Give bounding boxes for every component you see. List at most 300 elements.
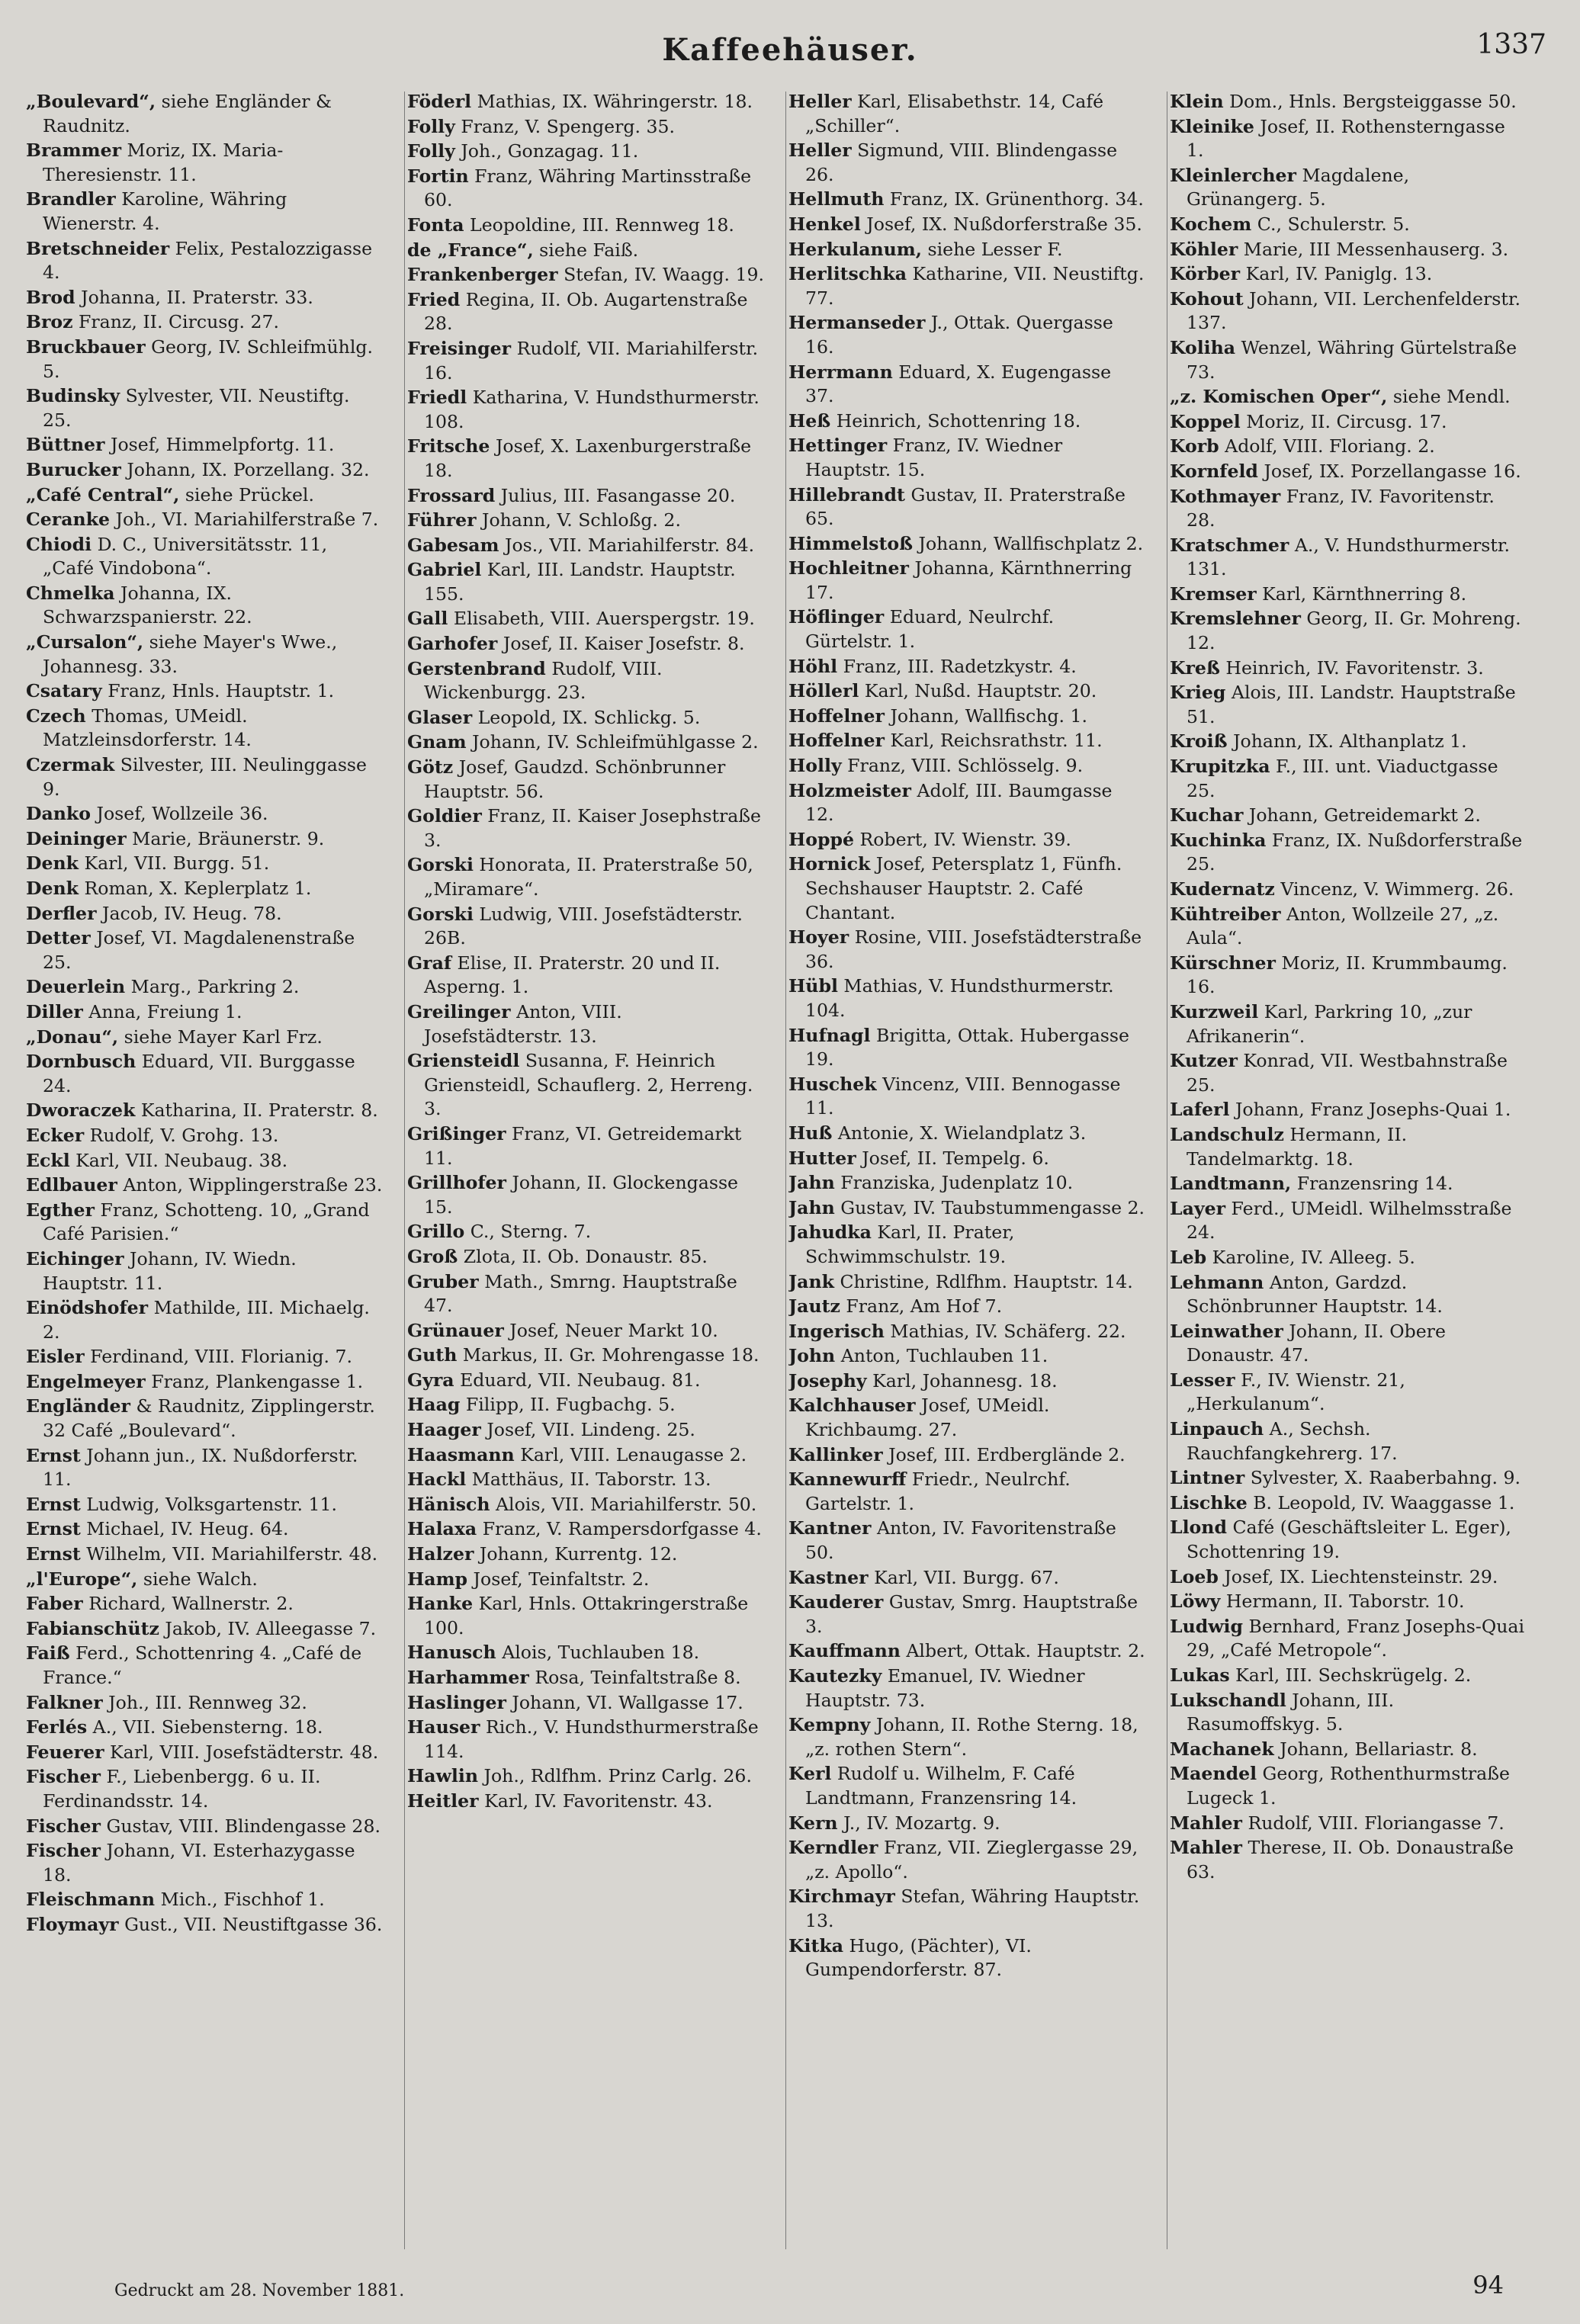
entry-name: Grißinger: [407, 1122, 506, 1144]
entry-name: Feuerer: [26, 1741, 104, 1763]
directory-entry: [1170, 410, 1527, 435]
entry-name: Denk: [26, 878, 79, 899]
directory-entry: [26, 533, 383, 581]
directory-entry: [26, 1888, 383, 1912]
page-title: Kaffeehäuser.: [662, 32, 918, 68]
entry-details: Franz, Am Hof 7.: [846, 1295, 1003, 1318]
entry-name: Korb: [1170, 435, 1219, 457]
entry-name: „Café Central“,: [26, 483, 180, 506]
entry-details: Karoline, Währing Wienerstr. 4.: [43, 188, 287, 234]
entry-name: Deininger: [26, 827, 127, 849]
entry-details: Heinrich, Schottenring 18.: [836, 409, 1081, 432]
entry-details: Karl, Hnls. Ottakringerstraße 100.: [424, 1593, 749, 1639]
directory-entry: [26, 286, 383, 310]
entry-name: Harhammer: [407, 1667, 529, 1688]
entry-details: Karoline, IV. Alleeg. 5.: [1212, 1246, 1415, 1268]
entry-details: Alois, III. Landstr. Hauptstraße 51.: [1187, 682, 1516, 727]
entry-details: Markus, II. Gr. Mohrengasse 18.: [462, 1344, 759, 1366]
entry-name: Höllerl: [788, 680, 859, 702]
directory-entry: [1170, 460, 1527, 484]
entry-name: Floymayr: [26, 1913, 119, 1935]
directory-entry: [788, 1517, 1145, 1565]
entry-name: Hänisch: [407, 1493, 490, 1515]
directory-entry: [1170, 755, 1527, 803]
entry-details: Magdalene, Grünangerg. 5.: [1187, 164, 1410, 210]
entry-details: Johann, II. Obere Donaustr. 47.: [1187, 1320, 1446, 1366]
entry-name: Brammer: [26, 140, 122, 162]
directory-entry: [26, 1247, 383, 1295]
entry-details: Eduard, Neulrchf. Gürtelstr. 1.: [805, 606, 1055, 653]
column-3: [788, 90, 1145, 2255]
entry-details: Karl, Elisabethstr. 14, Café „Schiller“.: [805, 91, 1104, 136]
entry-details: siehe Walch.: [143, 1568, 258, 1590]
entry-details: Franz, Hnls. Hauptstr. 1.: [108, 680, 335, 702]
page-number: 1337: [1476, 29, 1546, 60]
directory-entry: [407, 1468, 764, 1492]
directory-entry: [407, 90, 764, 114]
directory-entry: [26, 975, 383, 1000]
directory-entry: [788, 1468, 1145, 1516]
entry-name: Kempny: [788, 1714, 871, 1736]
directory-entry: [788, 1369, 1145, 1394]
entry-details: Dom., Hnls. Bergsteiggasse 50.: [1229, 91, 1517, 112]
directory-entry: [1170, 829, 1527, 877]
entry-name: Kremslehner: [1170, 608, 1301, 630]
entry-name: Hamp: [407, 1568, 468, 1590]
entry-name: Jahn: [788, 1172, 835, 1194]
directory-entry: [1170, 1615, 1527, 1663]
entry-details: siehe Faiß.: [539, 239, 639, 261]
entry-name: Groß: [407, 1245, 458, 1267]
directory-entry: [1170, 435, 1527, 459]
entry-details: Johann, Wallfischplatz 2.: [918, 532, 1144, 554]
entry-name: Höflinger: [788, 606, 885, 628]
directory-entry: [1170, 1246, 1527, 1270]
directory-entry: [407, 1790, 764, 1814]
entry-details: Marg., Parkring 2.: [130, 976, 300, 998]
entry-name: Jahudka: [788, 1221, 872, 1244]
entry-name: Ferlés: [26, 1716, 88, 1738]
directory-entry: [407, 607, 764, 631]
entry-details: Georg, Rothenthurmstraße Lugeck 1.: [1187, 1763, 1510, 1809]
entry-details: Franz, III. Radetzkystr. 4.: [843, 655, 1077, 677]
directory-entry: [26, 1568, 383, 1592]
directory-entry: [26, 1099, 383, 1123]
entry-details: Vincenz, V. Wimmerg. 26.: [1280, 878, 1514, 900]
directory-entry: [407, 756, 764, 804]
entry-name: Graf: [407, 952, 452, 974]
directory-entry: [26, 852, 383, 876]
entry-name: Edlbauer: [26, 1174, 117, 1196]
entry-details: Elisabeth, VIII. Auerspergstr. 19.: [453, 608, 755, 630]
directory-entry: [407, 263, 764, 287]
directory-entry: [1170, 1271, 1527, 1319]
entry-details: Gustav, Smrg. Hauptstraße 3.: [805, 1591, 1138, 1637]
directory-entry: [26, 1913, 383, 1937]
entry-name: Faber: [26, 1593, 83, 1615]
entry-details: Franz, II. Kaiser Josephstraße 3.: [424, 805, 762, 851]
entry-name: Höhl: [788, 655, 838, 677]
entry-name: Lehmann: [1170, 1271, 1264, 1293]
entry-name: Heß: [788, 409, 831, 432]
entry-name: Broz: [26, 311, 73, 333]
entry-name: Guth: [407, 1344, 458, 1366]
entry-details: Josef, III. Erdberglände 2.: [888, 1443, 1126, 1465]
entry-details: Jakob, IV. Alleegasse 7.: [165, 1617, 377, 1639]
entry-details: Richard, Wallnerstr. 2.: [88, 1593, 294, 1615]
entry-name: Hawlin: [407, 1765, 478, 1787]
directory-entry: [407, 1418, 764, 1443]
entry-name: „z. Komischen Oper“,: [1170, 386, 1388, 408]
directory-entry: [788, 679, 1145, 704]
entry-name: Lischke: [1170, 1491, 1248, 1513]
entry-details: siehe Mayer Karl Frz.: [124, 1026, 323, 1048]
entry-name: Haslinger: [407, 1691, 506, 1713]
directory-entry: [1170, 1516, 1527, 1564]
entry-name: Holly: [788, 755, 842, 777]
directory-entry: [407, 1764, 764, 1789]
directory-entry: [407, 1568, 764, 1592]
entry-details: Roman, X. Keplerplatz 1.: [84, 878, 312, 899]
directory-columns: [26, 90, 1559, 2255]
directory-entry: [788, 1394, 1145, 1442]
directory-entry: [407, 386, 764, 434]
entry-details: Karl, Johannesg. 18.: [872, 1369, 1058, 1392]
entry-name: Machanek: [1170, 1738, 1274, 1760]
entry-name: Bretschneider: [26, 237, 170, 259]
entry-details: Rosine, VIII. Josefstädterstraße 36.: [805, 926, 1142, 972]
entry-details: siehe Mayer's Wwe., Johannesg. 33.: [43, 631, 338, 677]
entry-name: Burucker: [26, 458, 121, 480]
directory-entry: [1170, 1762, 1527, 1810]
directory-entry: [407, 1319, 764, 1343]
entry-name: Ceranke: [26, 509, 111, 531]
entry-name: Brod: [26, 286, 75, 308]
entry-details: Karl, II. Prater, Schwimmschulstr. 19.: [805, 1221, 1015, 1267]
directory-entry: [407, 1443, 764, 1468]
entry-details: Johann, Wallfischg. 1.: [890, 705, 1088, 727]
entry-details: Karl, VIII. Lenaugasse 2.: [520, 1443, 747, 1465]
entry-name: Gorski: [407, 903, 474, 925]
directory-entry: [407, 1122, 764, 1170]
entry-details: Gustav, VIII. Blindengasse 28.: [106, 1815, 381, 1837]
entry-name: Kürschner: [1170, 952, 1276, 974]
directory-entry: [1170, 385, 1527, 409]
directory-entry: [788, 532, 1145, 557]
entry-details: Leopold, IX. Schlickg. 5.: [477, 706, 701, 728]
directory-entry: [26, 1173, 383, 1198]
entry-name: Ernst: [26, 1493, 81, 1515]
entry-details: Johann, V. Schloßg. 2.: [482, 509, 681, 531]
directory-entry: [26, 1199, 383, 1247]
directory-entry: [788, 262, 1145, 310]
directory-entry: [788, 361, 1145, 409]
entry-name: Lukas: [1170, 1664, 1230, 1686]
entry-name: Jautz: [788, 1295, 840, 1318]
entry-name: Löwy: [1170, 1591, 1221, 1613]
entry-name: Linpauch: [1170, 1418, 1264, 1440]
entry-details: Franziska, Judenplatz 10.: [840, 1172, 1074, 1194]
entry-name: Heller: [788, 91, 852, 112]
entry-name: „Cursalon“,: [26, 631, 144, 653]
entry-name: Fabianschütz: [26, 1617, 159, 1639]
directory-entry: [788, 409, 1145, 434]
entry-name: Faiß: [26, 1642, 70, 1664]
directory-entry: [1170, 1098, 1527, 1122]
entry-details: Moriz, II. Krummbaumg. 16.: [1187, 952, 1508, 998]
entry-details: Franz, Währing Martinsstraße 60.: [424, 165, 752, 211]
directory-entry: [788, 1320, 1145, 1344]
entry-name: Engelmeyer: [26, 1370, 146, 1392]
directory-entry: [788, 90, 1145, 138]
entry-name: Föderl: [407, 91, 472, 112]
directory-entry: [1170, 1197, 1527, 1245]
entry-name: Kurzweil: [1170, 1000, 1259, 1022]
entry-name: Loeb: [1170, 1565, 1219, 1587]
entry-details: Johann, II. Rothe Sterng. 18, „z. rothen Stern“.: [805, 1714, 1138, 1760]
entry-name: Landschulz: [1170, 1123, 1284, 1145]
entry-details: Ferd., UMeidl. Wilhelmsstraße 24.: [1187, 1197, 1512, 1244]
directory-entry: [1170, 903, 1527, 951]
entry-details: Anton, IV. Favoritenstraße 50.: [805, 1517, 1116, 1564]
directory-entry: [407, 804, 764, 852]
entry-name: Kitka: [788, 1934, 844, 1956]
directory-entry: [26, 483, 383, 508]
directory-entry: [407, 1517, 764, 1542]
entry-details: Anton, Gardzd. Schönbrunner Hauptstr. 14.: [1187, 1271, 1443, 1318]
entry-details: Hermann, II. Taborstr. 10.: [1225, 1591, 1465, 1613]
entry-name: Gall: [407, 608, 448, 630]
entry-name: Haager: [407, 1419, 481, 1441]
directory-entry: [26, 1716, 383, 1740]
directory-entry: [26, 631, 383, 679]
entry-details: Zlota, II. Ob. Donaustr. 85.: [463, 1245, 708, 1267]
entry-name: Kannewurff: [788, 1469, 907, 1491]
directory-entry: [407, 1666, 764, 1690]
entry-name: Hermanseder: [788, 312, 926, 334]
entry-details: Josef, IX. Liechtensteinstr. 29.: [1224, 1565, 1498, 1587]
directory-entry: [788, 1295, 1145, 1319]
entry-details: Marie, III Messenhauserg. 3.: [1243, 238, 1509, 260]
entry-name: Köhler: [1170, 238, 1238, 260]
directory-entry: [407, 1493, 764, 1517]
directory-entry: [26, 1691, 383, 1716]
entry-details: Antonie, X. Wielandplatz 3.: [837, 1122, 1087, 1144]
entry-details: Eduard, VII. Neubaug. 81.: [460, 1369, 701, 1391]
entry-name: Fortin: [407, 165, 469, 187]
entry-details: Johann, IV. Schleifmühlgasse 2.: [472, 731, 759, 753]
entry-name: Deuerlein: [26, 976, 126, 998]
entry-name: Folly: [407, 115, 455, 137]
entry-details: Vincenz, VIII. Bennogasse 11.: [805, 1073, 1121, 1119]
directory-entry: [407, 1270, 764, 1318]
entry-details: Johanna, Kärnthnerring 17.: [805, 557, 1132, 603]
entry-name: Diller: [26, 1000, 83, 1022]
entry-details: siehe Mendl.: [1392, 386, 1511, 408]
entry-details: siehe Engländer & Raudnitz.: [43, 91, 332, 136]
entry-name: Greilinger: [407, 1000, 511, 1022]
directory-entry: [407, 1245, 764, 1270]
entry-name: Hoffelner: [788, 705, 885, 727]
directory-entry: [26, 1517, 383, 1542]
directory-entry: [788, 188, 1145, 212]
entry-name: Gnam: [407, 731, 467, 753]
entry-details: Ludwig, Volksgartenstr. 11.: [86, 1493, 337, 1515]
entry-details: Johann, IV. Wiedn. Hauptstr. 11.: [43, 1247, 297, 1294]
entry-details: Rosa, Teinfaltstraße 8.: [535, 1667, 741, 1688]
entry-name: Folly: [407, 140, 455, 162]
entry-details: Michael, IV. Heug. 64.: [86, 1518, 289, 1540]
directory-entry: [26, 237, 383, 285]
entry-name: Kauderer: [788, 1591, 884, 1613]
entry-details: Josef, II. Rothensterngasse 1.: [1187, 115, 1505, 162]
directory-entry: [788, 1812, 1145, 1836]
directory-entry: [407, 1393, 764, 1417]
entry-name: Hellmuth: [788, 188, 885, 210]
directory-entry: [26, 1765, 383, 1813]
entry-name: Kuchar: [1170, 804, 1244, 827]
directory-entry: [1170, 238, 1527, 262]
entry-details: Rudolf u. Wilhelm, F. Café Landtmann, Franzensring 14.: [805, 1763, 1077, 1809]
directory-entry: [407, 213, 764, 238]
directory-entry: [1170, 1123, 1527, 1171]
entry-details: Stefan, Währing Hauptstr. 13.: [805, 1886, 1140, 1931]
entry-name: Kallinker: [788, 1443, 883, 1465]
entry-name: Frossard: [407, 484, 496, 506]
entry-name: Hübl: [788, 975, 838, 997]
column-4: [1170, 90, 1527, 2255]
directory-entry: [1170, 534, 1527, 582]
directory-entry: [407, 1049, 764, 1122]
entry-details: Jacob, IV. Heug. 78.: [102, 902, 282, 924]
directory-entry: [788, 1443, 1145, 1468]
entry-details: Silvester, III. Neulinggasse 9.: [43, 754, 368, 800]
entry-details: Josef, Gaudzd. Schönbrunner Hauptstr. 56.: [424, 756, 726, 802]
entry-name: Körber: [1170, 263, 1241, 285]
directory-entry: [788, 139, 1145, 187]
entry-details: Albert, Ottak. Hauptstr. 2.: [906, 1640, 1145, 1662]
entry-name: Huß: [788, 1122, 833, 1144]
entry-details: Josef, Petersplatz 1, Fünfh. Sechshauser Hauptstr. 2. Café Chantant.: [805, 853, 1122, 923]
entry-details: Emanuel, IV. Wiedner Hauptstr. 73.: [805, 1665, 1085, 1711]
entry-name: Hornick: [788, 853, 871, 875]
entry-details: Hugo, (Pächter), VI. Gumpendorferstr. 87.: [805, 1934, 1032, 1981]
directory-entry: [788, 1344, 1145, 1369]
directory-entry: [1170, 164, 1527, 212]
entry-details: A., VII. Siebensterng. 18.: [92, 1716, 323, 1738]
entry-name: Halzer: [407, 1543, 474, 1565]
entry-details: Julius, III. Fasangasse 20.: [500, 484, 736, 506]
directory-entry: [788, 926, 1145, 974]
entry-name: Koppel: [1170, 410, 1241, 432]
entry-details: Josef, II. Tempelg. 6.: [862, 1147, 1049, 1169]
entry-details: Johann, Bellariastr. 8.: [1280, 1738, 1478, 1760]
directory-entry: [407, 165, 764, 213]
entry-details: Karl, III. Landstr. Hauptstr. 155.: [424, 559, 736, 605]
entry-details: Franz, Plankengasse 1.: [151, 1370, 364, 1392]
entry-details: Filipp, II. Fugbachg. 5.: [465, 1394, 676, 1416]
directory-entry: [26, 1542, 383, 1567]
entry-name: Ernst: [26, 1543, 81, 1565]
entry-details: Eduard, VII. Burggasse 24.: [43, 1051, 355, 1096]
entry-details: Alois, Tuchlauben 18.: [502, 1642, 700, 1664]
directory-entry: [407, 1000, 764, 1048]
entry-details: Anna, Freiung 1.: [88, 1000, 242, 1022]
directory-entry: [26, 1444, 383, 1492]
entry-details: Josef, UMeidl. Krichbaumg. 27.: [805, 1395, 1050, 1441]
directory-entry: [1170, 1417, 1527, 1465]
column-1: [26, 90, 383, 2255]
directory-entry: [1170, 262, 1527, 287]
entry-details: Franz, IX. Nußdorferstraße 25.: [1187, 829, 1523, 875]
entry-details: Sylvester, VII. Neustiftg. 25.: [43, 385, 350, 431]
directory-entry: [788, 1221, 1145, 1269]
directory-entry: [407, 1171, 764, 1219]
directory-entry: [1170, 730, 1527, 754]
directory-entry: [788, 311, 1145, 359]
entry-details: siehe Prückel.: [185, 483, 314, 506]
directory-entry: [26, 384, 383, 432]
entry-name: Hanusch: [407, 1642, 496, 1664]
directory-entry: [407, 239, 764, 263]
entry-details: Leopoldine, III. Rennweg 18.: [470, 213, 734, 236]
directory-entry: [1170, 1369, 1527, 1417]
print-date: Gedruckt am 28. November 1881.: [114, 2281, 405, 2300]
entry-name: Kalchhauser: [788, 1395, 916, 1417]
directory-entry: [26, 1592, 383, 1616]
entry-name: Fleischmann: [26, 1889, 156, 1911]
entry-name: Fischer: [26, 1766, 101, 1788]
directory-entry: [407, 853, 764, 901]
entry-name: Lintner: [1170, 1467, 1245, 1489]
entry-name: Hauser: [407, 1716, 480, 1738]
directory-entry: [26, 1741, 383, 1765]
entry-details: C., Sterng. 7.: [470, 1221, 592, 1243]
entry-name: Fried: [407, 288, 461, 310]
entry-name: Büttner: [26, 434, 105, 456]
entry-details: Honorata, II. Praterstraße 50, „Miramare“.: [424, 854, 753, 900]
entry-details: C., Schulerstr. 5.: [1257, 213, 1410, 235]
directory-entry: [788, 729, 1145, 753]
directory-entry: [26, 139, 383, 187]
directory-entry: [788, 1934, 1145, 1982]
entry-name: Ludwig: [1170, 1615, 1244, 1637]
entry-details: Johann, Franz Josephs-Quai 1.: [1235, 1099, 1511, 1121]
entry-name: Gorski: [407, 854, 474, 876]
entry-name: Eichinger: [26, 1247, 124, 1270]
directory-entry: [788, 754, 1145, 778]
directory-entry: [26, 1642, 383, 1690]
directory-entry: [788, 1639, 1145, 1664]
entry-details: Hermann, II. Tandelmarktg. 18.: [1187, 1123, 1408, 1170]
entry-details: Franz, IV. Favoritenstr. 28.: [1187, 485, 1495, 531]
entry-details: B. Leopold, IV. Waaggasse 1.: [1253, 1491, 1515, 1513]
entry-details: Brigitta, Ottak. Hubergasse 19.: [805, 1024, 1129, 1071]
entry-details: A., Sechsh. Rauchfangkehrerg. 17.: [1187, 1418, 1398, 1464]
directory-entry: [26, 335, 383, 384]
directory-entry: [26, 1345, 383, 1369]
directory-entry: [26, 1124, 383, 1148]
entry-name: Kirchmayr: [788, 1886, 895, 1908]
entry-name: Dornbusch: [26, 1051, 136, 1073]
directory-entry: [26, 1617, 383, 1642]
entry-details: Franz, V. Spengerg. 35.: [461, 115, 675, 137]
entry-name: Griensteidl: [407, 1050, 520, 1072]
entry-name: Josephy: [788, 1369, 867, 1392]
entry-name: Llond: [1170, 1517, 1227, 1539]
entry-name: Chmelka: [26, 582, 115, 604]
entry-details: Rudolf, V. Grohg. 13.: [89, 1124, 279, 1146]
